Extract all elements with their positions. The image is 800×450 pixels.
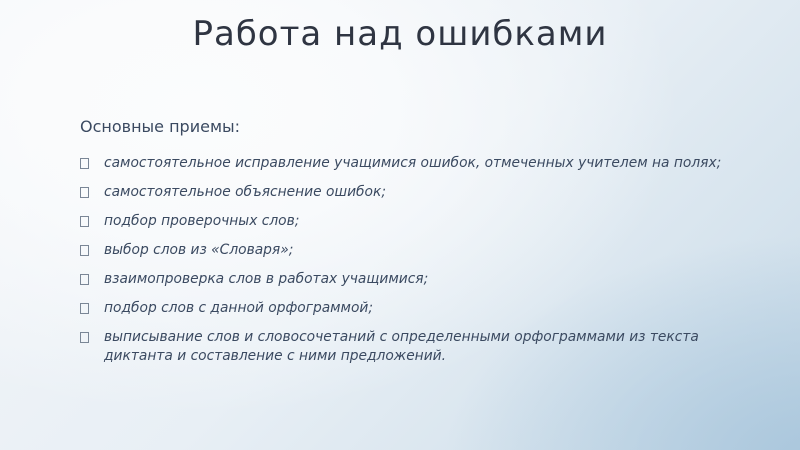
bullet-marker-icon <box>80 303 89 314</box>
bullet-item <box>80 328 770 366</box>
bullet-item <box>80 241 770 260</box>
slide-title: Работа над ошибками <box>192 14 608 54</box>
bullet-marker-icon <box>80 332 89 343</box>
bullet-text: подбор слов с данной орфограммой; <box>104 300 374 316</box>
bullet-marker-icon <box>80 274 89 285</box>
bullet-item <box>80 299 770 318</box>
bullet-text: самостоятельное объяснение ошибок; <box>104 184 386 200</box>
bullet-marker-icon <box>80 187 89 198</box>
bullet-item <box>80 270 770 289</box>
slide-body <box>80 117 770 376</box>
bullet-marker-icon <box>80 245 89 256</box>
bullet-marker-icon <box>80 216 89 227</box>
bullet-item <box>80 183 770 202</box>
bullet-text: взаимопроверка слов в работах учащимися; <box>104 271 429 287</box>
bullet-list <box>80 154 770 366</box>
bullet-item <box>80 212 770 231</box>
bullet-item <box>80 154 770 173</box>
lead-text: Основные приемы: <box>80 117 241 136</box>
bullet-marker-icon <box>80 158 89 169</box>
bullet-text: выбор слов из «Словаря»; <box>104 242 294 258</box>
bullet-text: подбор проверочных слов; <box>104 213 300 229</box>
bullet-text: выписывание слов и словосочетаний с определенными орфограммами из текста диктанта и составление с ними предложений. <box>104 329 699 364</box>
bullet-text: самостоятельное исправление учащимися ошибок, отмеченных учителем на полях; <box>104 155 722 171</box>
